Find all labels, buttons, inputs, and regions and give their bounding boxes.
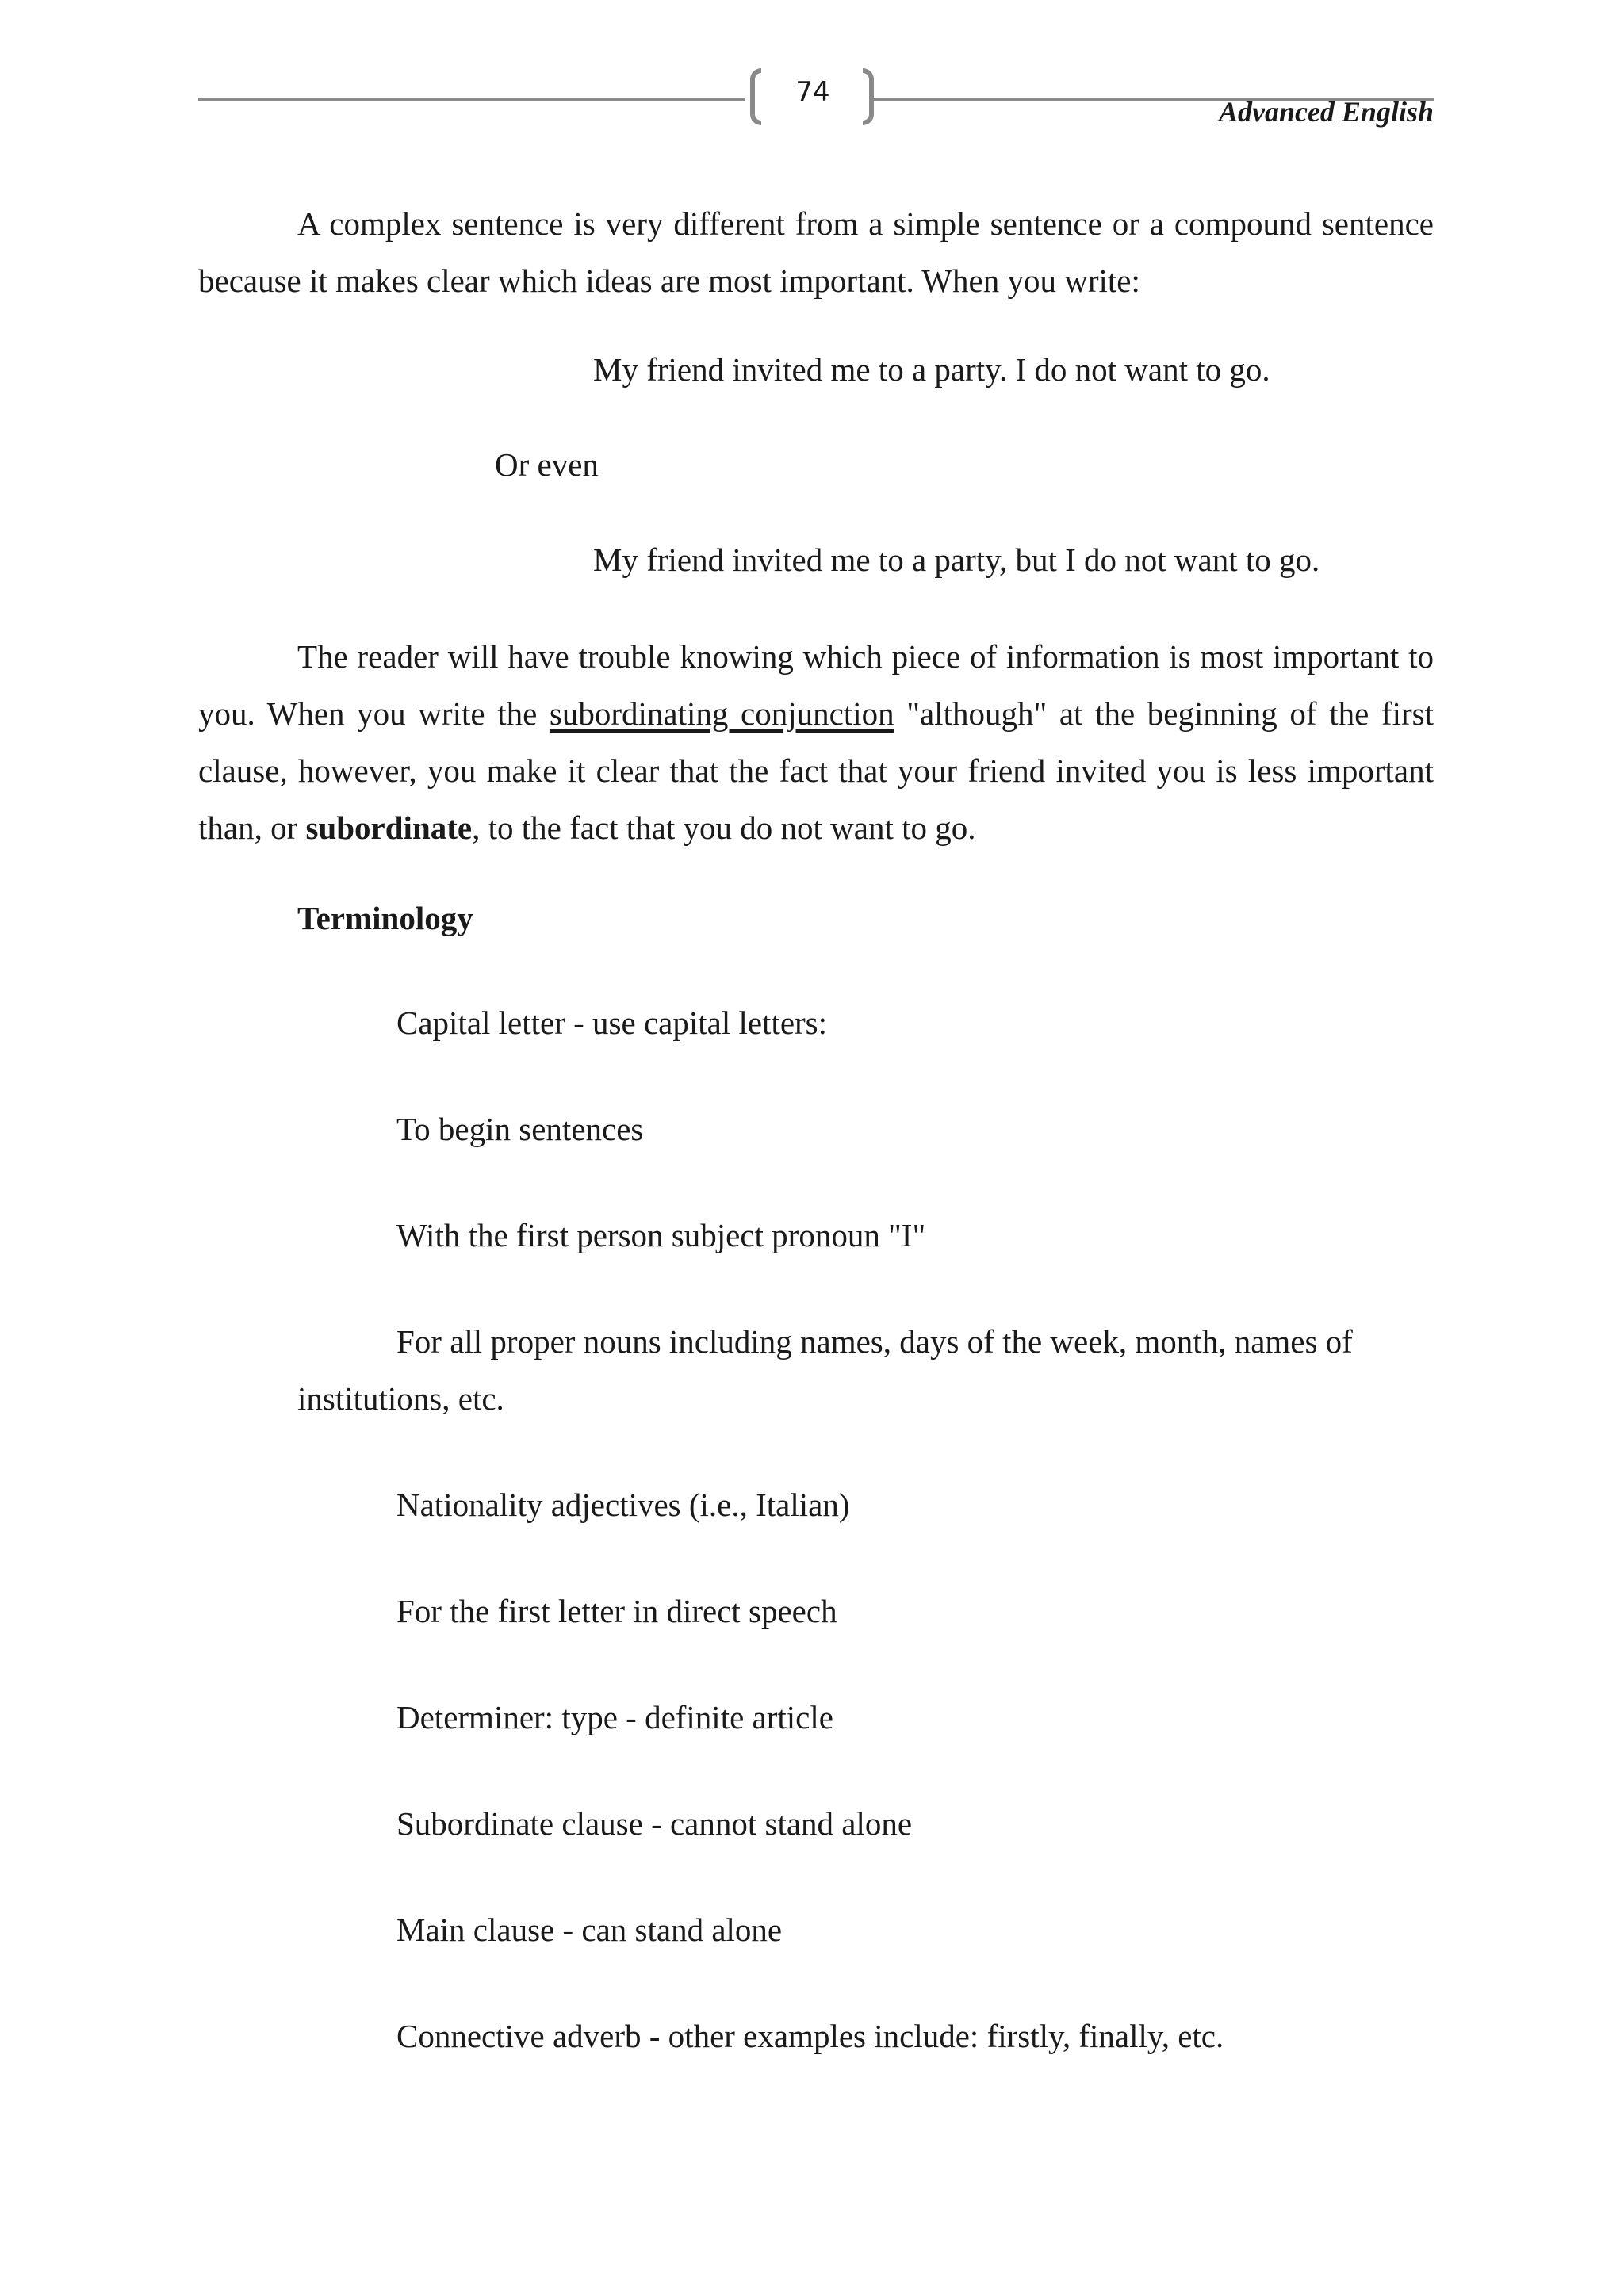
term-item: Capital letter - use capital letters: <box>396 1004 828 1041</box>
term-item: For the first letter in direct speech <box>396 1593 837 1629</box>
term-item: Connective adverb - other examples include: firstly, finally, etc. <box>396 2018 1224 2054</box>
example-sentence-2: My friend invited me to a party, but I do not want to go. <box>593 541 1320 578</box>
running-title: Advanced English <box>1218 96 1434 128</box>
example-sentence-1: My friend invited me to a party. I do not want to go. <box>593 351 1270 388</box>
paragraph-complex-sentence: A complex sentence is very different from a simple sentence or a compound sentence because it makes clear which ideas are most important. When you write: <box>198 205 1434 299</box>
paragraph-text: , to the fact that you do not want to go. <box>472 809 976 846</box>
left-bracket-icon <box>750 68 761 125</box>
paragraph-subordinating <box>198 628 1434 856</box>
header-rule-left <box>198 98 745 101</box>
term-item: Subordinate clause - cannot stand alone <box>396 1805 913 1842</box>
subordinating-conjunction-link[interactable]: subordinating conjunction <box>549 695 894 732</box>
term-item: For all proper nouns including names, days of the week, month, names of institutions, etc. <box>297 1323 1353 1417</box>
right-bracket-icon <box>863 68 874 125</box>
or-even-label: Or even <box>495 446 599 483</box>
paragraph-text: "although" at the beginning of the first clause, however, you make it clear that the fact that your friend invited you is less important than, or <box>198 695 1434 846</box>
term-item: Determiner: type - definite article <box>396 1699 833 1735</box>
paragraph-text: The reader will have trouble knowing which piece of information is most important to you. When you write the <box>198 638 1434 732</box>
bold-term-subordinate: subordinate <box>305 809 473 846</box>
term-item: To begin sentences <box>396 1111 644 1147</box>
term-item: With the first person subject pronoun "I" <box>396 1217 926 1253</box>
terminology-heading: Terminology <box>297 900 473 936</box>
page-number: 74 <box>795 76 830 108</box>
term-item: Nationality adjectives (i.e., Italian) <box>396 1487 850 1523</box>
term-item: Main clause - can stand alone <box>396 1911 783 1948</box>
